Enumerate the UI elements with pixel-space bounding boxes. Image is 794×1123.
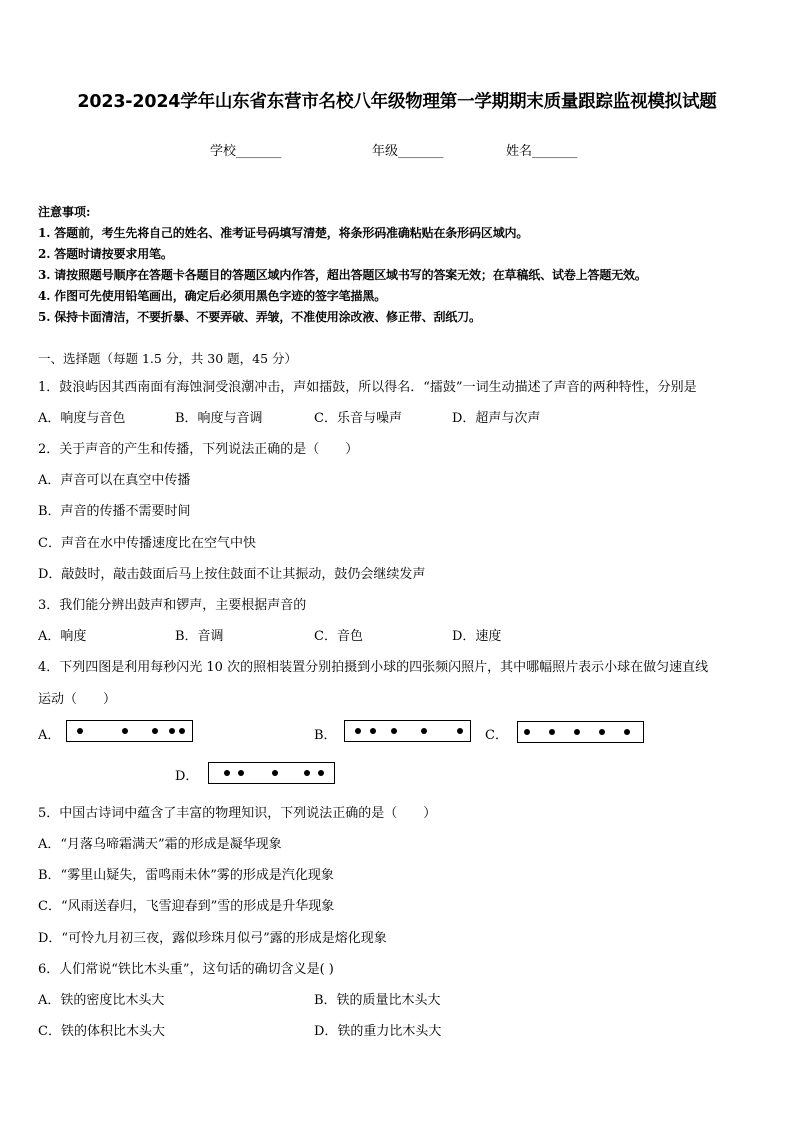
option-a: A．响度与音色 bbox=[38, 411, 126, 426]
option-a: A．铁的密度比木头大 bbox=[38, 993, 165, 1008]
ball-dot bbox=[457, 728, 463, 734]
note-item: 1. 答题前，考生先将自己的姓名、准考证号码填写清楚，将条形码准确粘贴在条形码区域内。 bbox=[38, 226, 529, 240]
ball-dot bbox=[355, 728, 361, 734]
option-b: B．铁的质量比木头大 bbox=[314, 993, 441, 1008]
ball-dot bbox=[169, 728, 175, 734]
photo-a-label: A． bbox=[38, 728, 61, 743]
option-c: C．乐音与噪声 bbox=[314, 411, 402, 426]
option-d: D．敲鼓时，敲击鼓面后马上按住鼓面不让其振动，鼓仍会继续发声 bbox=[38, 567, 426, 582]
strobe-photo-b bbox=[344, 720, 471, 742]
ball-dot bbox=[574, 729, 580, 735]
question-stem: 4．下列四图是利用每秒闪光 10 次的照相装置分别拍摄到小球的四张频闪照片，其中哪幅照片表示小球在做匀速直线 bbox=[38, 660, 709, 675]
question-stem-continued: 运动（ ） bbox=[38, 692, 117, 707]
school-field: 学校_______ bbox=[210, 144, 282, 159]
ball-dot bbox=[370, 728, 376, 734]
option-a: A．“月落乌啼霜满天”霜的形成是凝华现象 bbox=[38, 837, 282, 852]
strobe-photo-d bbox=[208, 762, 335, 784]
section-title: 一、选择题（每题 1.5 分，共 30 题，45 分） bbox=[38, 351, 298, 366]
note-item: 3. 请按照题号顺序在答题卡各题目的答题区域内作答，超出答题区域书写的答案无效；在草稿纸、试卷上答题无效。 bbox=[38, 268, 647, 282]
question-stem: 2．关于声音的产生和传播，下列说法正确的是（ ） bbox=[38, 442, 359, 457]
ball-dot bbox=[391, 728, 397, 734]
name-field: 姓名_______ bbox=[506, 144, 578, 159]
photo-d-label: D． bbox=[175, 769, 199, 784]
ball-dot bbox=[599, 729, 605, 735]
option-a: A．响度 bbox=[38, 629, 87, 644]
option-d: D．铁的重力比木头大 bbox=[314, 1024, 442, 1039]
ball-dot bbox=[152, 728, 158, 734]
ball-dot bbox=[224, 770, 230, 776]
ball-dot bbox=[624, 729, 630, 735]
question-stem: 6．人们常说“铁比木头重”，这句话的确切含义是( ) bbox=[38, 962, 334, 977]
strobe-photo-c bbox=[517, 721, 644, 743]
question-stem: 3．我们能分辨出鼓声和锣声，主要根据声音的 bbox=[38, 598, 307, 613]
grade-field: 年级_______ bbox=[372, 144, 444, 159]
ball-dot bbox=[179, 728, 185, 734]
option-c: C．“风雨送春归，飞雪迎春到”雪的形成是升华现象 bbox=[38, 899, 335, 914]
ball-dot bbox=[272, 770, 278, 776]
ball-dot bbox=[304, 770, 310, 776]
ball-dot bbox=[549, 729, 555, 735]
note-item: 2. 答题时请按要求用笔。 bbox=[38, 247, 173, 261]
question-stem: 1．鼓浪屿因其西南面有海蚀洞受浪潮冲击，声如擂鼓，所以得名．“擂鼓”一词生动描述了声音的两种特性，分别是 bbox=[38, 380, 697, 395]
option-b: B．响度与音调 bbox=[175, 411, 263, 426]
ball-dot bbox=[122, 728, 128, 734]
option-c: C．音色 bbox=[314, 629, 363, 644]
photo-b-label: B． bbox=[314, 728, 337, 743]
question-stem: 5．中国古诗词中蕴含了丰富的物理知识，下列说法正确的是（ ） bbox=[38, 806, 437, 821]
notes-heading: 注意事项: bbox=[38, 205, 91, 219]
option-c: C．声音在水中传播速度比在空气中快 bbox=[38, 536, 256, 551]
ball-dot bbox=[421, 728, 427, 734]
option-d: D．超声与次声 bbox=[452, 411, 541, 426]
exam-title: 2023-2024学年山东省东营市名校八年级物理第一学期期末质量跟踪监视模拟试题 bbox=[77, 92, 717, 112]
ball-dot bbox=[77, 728, 83, 734]
note-item: 5. 保持卡面清洁，不要折暴、不要弄破、弄皱，不准使用涂改液、修正带、刮纸刀。 bbox=[38, 310, 481, 324]
option-d: D．速度 bbox=[452, 629, 502, 644]
option-b: B．声音的传播不需要时间 bbox=[38, 504, 191, 519]
strobe-photo-a bbox=[66, 720, 193, 742]
photo-c-label: C． bbox=[485, 728, 508, 743]
option-c: C．铁的体积比木头大 bbox=[38, 1024, 165, 1039]
note-item: 4. 作图可先使用铅笔画出，确定后必须用黑色字迹的签字笔描黑。 bbox=[38, 289, 387, 303]
option-b: B．音调 bbox=[175, 629, 224, 644]
ball-dot bbox=[524, 729, 530, 735]
ball-dot bbox=[238, 770, 244, 776]
option-a: A．声音可以在真空中传播 bbox=[38, 473, 191, 488]
ball-dot bbox=[318, 770, 324, 776]
option-d: D．“可怜九月初三夜，露似珍珠月似弓”露的形成是熔化现象 bbox=[38, 931, 387, 946]
option-b: B．“雾里山疑失，雷鸣雨未休”雾的形成是汽化现象 bbox=[38, 868, 334, 883]
